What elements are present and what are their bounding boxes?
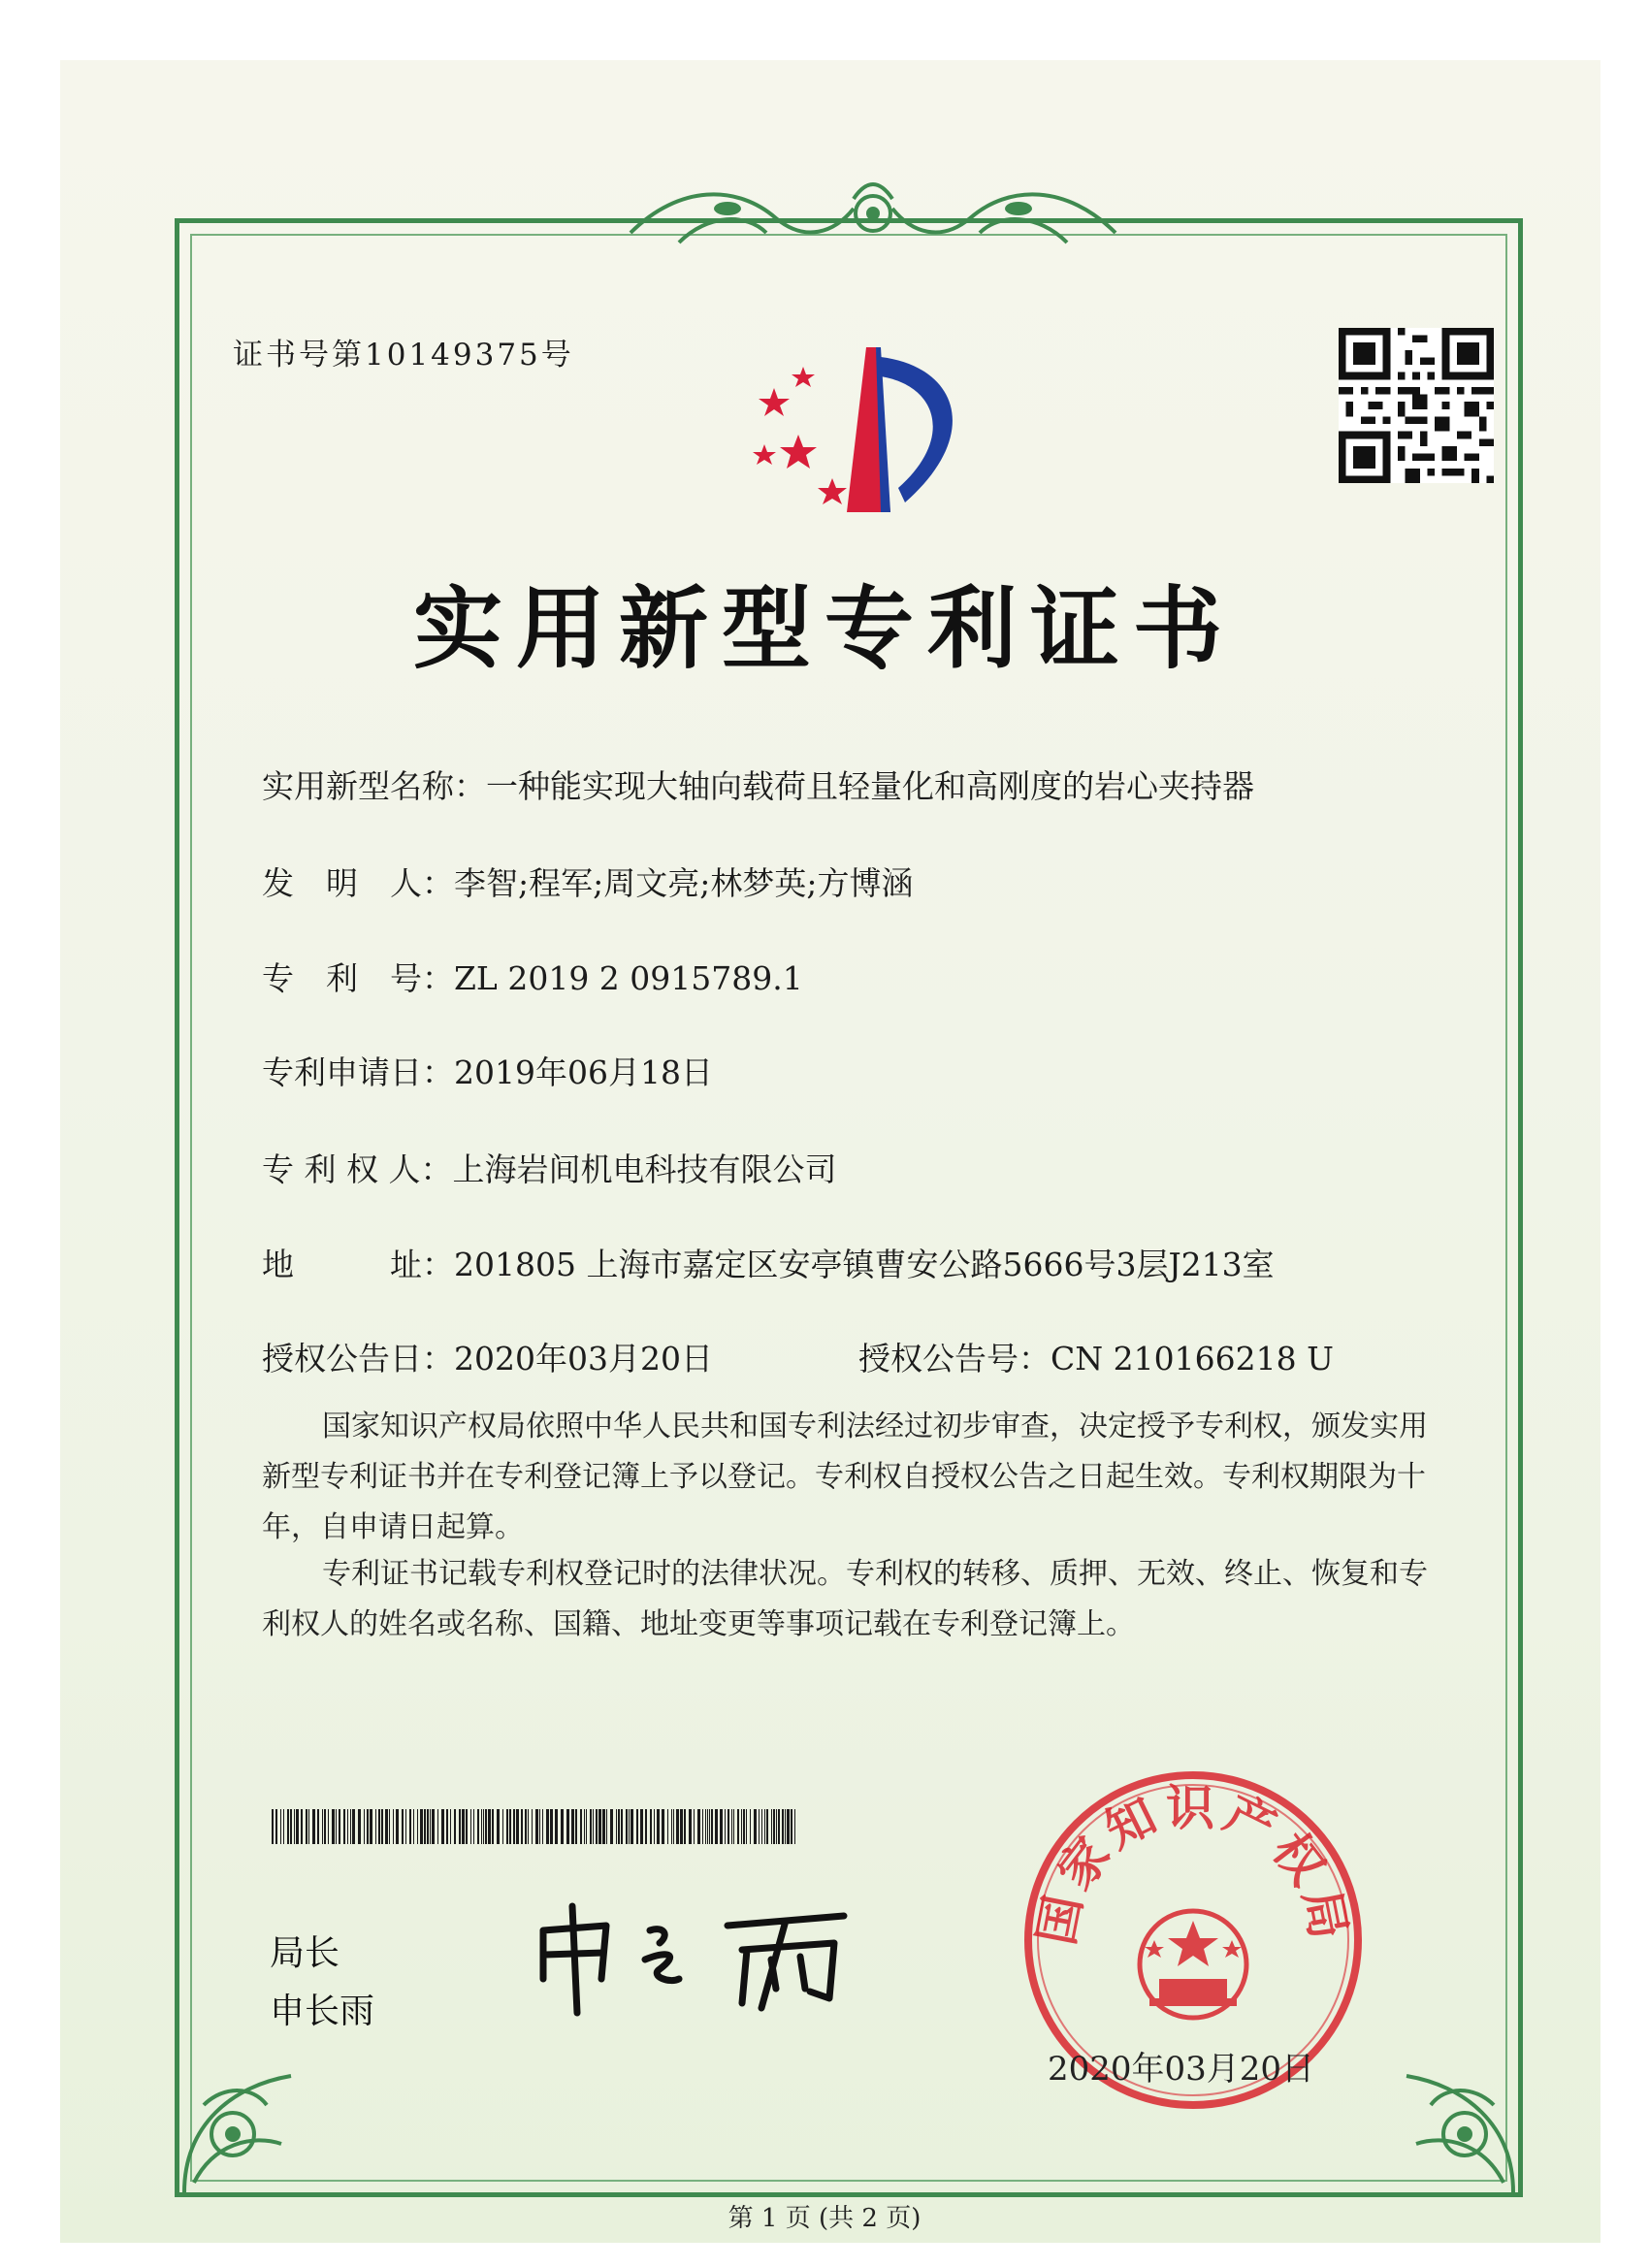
barcode-bar <box>532 1809 533 1844</box>
barcode-bar <box>782 1809 784 1844</box>
barcode-bar <box>650 1809 652 1844</box>
barcode-bar <box>417 1809 418 1844</box>
barcode-bar <box>606 1809 607 1844</box>
barcode-bar <box>367 1809 369 1844</box>
field-label: 地 址： <box>262 1246 454 1283</box>
barcode-bar <box>709 1809 710 1844</box>
barcode-bar <box>328 1809 329 1844</box>
barcode-bar <box>694 1809 695 1844</box>
barcode-bar <box>662 1809 664 1844</box>
barcode-bar <box>773 1809 775 1844</box>
barcode-bar <box>385 1809 388 1844</box>
barcode-bar <box>301 1809 303 1844</box>
barcode-bar <box>516 1809 519 1844</box>
barcode-bar <box>332 1809 335 1844</box>
barcode-bar <box>462 1809 465 1844</box>
barcode-bar <box>705 1809 706 1844</box>
qr-code <box>1339 328 1494 483</box>
bottom-right-corner-ornament <box>1377 2047 1523 2202</box>
barcode-bar <box>483 1809 484 1844</box>
barcode-bar <box>711 1809 713 1844</box>
barcode-bar <box>477 1809 479 1844</box>
barcode-bar <box>610 1809 613 1844</box>
barcode-bar <box>555 1809 558 1844</box>
barcode-bar <box>350 1809 351 1844</box>
barcode-bar <box>290 1809 292 1844</box>
certificate-number: 证书号第10149375号 <box>233 338 574 373</box>
barcode-bar <box>466 1809 468 1844</box>
barcode-bar <box>424 1809 426 1844</box>
barcode-bar <box>402 1809 404 1844</box>
legal-paragraph-1: 国家知识产权局依照中华人民共和国专利法经过初步审查，决定授予专利权，颁发实用新型专利证书并在专利登记簿上予以登记。专利权自授权公告之日起生效。专利权期限为十年，自申请日起算。 <box>262 1409 1428 1544</box>
page-number: 第 1 页 (共 2 页) <box>728 2204 922 2233</box>
barcode-bar <box>684 1809 686 1844</box>
field-utility-model-name <box>262 761 1254 807</box>
barcode-bar <box>413 1809 414 1844</box>
barcode-bar <box>561 1809 564 1844</box>
field-value: 2019年06月18日 <box>454 1053 713 1091</box>
barcode-bar <box>280 1809 281 1844</box>
barcode-bar <box>393 1809 394 1844</box>
barcode-bar <box>707 1809 708 1844</box>
barcode-bar <box>542 1809 543 1844</box>
barcode-bar <box>741 1809 742 1844</box>
barcode-bar <box>746 1809 747 1844</box>
barcode-bar <box>521 1809 523 1844</box>
barcode-bar <box>715 1809 718 1844</box>
barcode-bar <box>566 1809 569 1844</box>
barcode-bar <box>776 1809 777 1844</box>
barcode-bar <box>420 1809 423 1844</box>
barcode-bar <box>430 1809 431 1844</box>
barcode-bar <box>358 1809 361 1844</box>
barcode-bar <box>720 1809 723 1844</box>
field-label: 专 利 权 人： <box>262 1150 453 1188</box>
certificate-title: 实用新型专利证书 <box>412 576 1236 681</box>
barcode-bar <box>454 1809 456 1844</box>
field-filing-date <box>262 1048 713 1093</box>
barcode-bar <box>296 1809 299 1844</box>
barcode-bar <box>759 1809 760 1844</box>
handwritten-signature <box>524 1887 873 2032</box>
barcode-bar <box>618 1809 620 1844</box>
barcode-bar <box>502 1809 503 1844</box>
barcode-bar <box>308 1809 309 1844</box>
barcode-bar <box>317 1809 319 1844</box>
barcode-bar <box>312 1809 315 1844</box>
barcode-bar <box>306 1809 307 1844</box>
barcode-bar <box>287 1809 289 1844</box>
barcode-bar <box>343 1809 345 1844</box>
barcode-bar <box>689 1809 692 1844</box>
barcode-bar <box>645 1809 647 1844</box>
barcode-bar <box>602 1809 605 1844</box>
seal-text: 国家知识产权局 <box>1027 1780 1359 1950</box>
barcode-bar <box>621 1809 623 1844</box>
barcode-bar <box>450 1809 451 1844</box>
barcode-bar <box>626 1809 628 1844</box>
barcode-bar <box>322 1809 323 1844</box>
barcode-bar <box>598 1809 601 1844</box>
bottom-left-corner-ornament <box>175 2047 320 2202</box>
field-label: 发 明 人： <box>262 864 454 902</box>
field-address <box>262 1240 1275 1285</box>
barcode-bar <box>640 1809 643 1844</box>
barcode-bar <box>676 1809 679 1844</box>
barcode-bar <box>657 1809 660 1844</box>
barcode-bar <box>737 1809 739 1844</box>
barcode-bar <box>680 1809 683 1844</box>
field-patentee <box>262 1145 836 1190</box>
field-value: 李智;程军;周文亮;林梦英;方博涵 <box>454 864 914 902</box>
barcode <box>272 1809 795 1844</box>
barcode-bar <box>728 1809 729 1844</box>
field-grant-number <box>858 1334 1334 1379</box>
barcode-bar <box>586 1809 587 1844</box>
barcode-bar <box>506 1809 508 1844</box>
barcode-bar <box>509 1809 511 1844</box>
barcode-bar <box>671 1809 672 1844</box>
field-grant-date <box>262 1334 713 1379</box>
barcode-bar <box>485 1809 487 1844</box>
official-title: 局长 <box>270 1933 340 1973</box>
barcode-bar <box>571 1809 574 1844</box>
barcode-bar <box>731 1809 732 1844</box>
barcode-bar <box>427 1809 429 1844</box>
barcode-bar <box>347 1809 348 1844</box>
barcode-bar <box>446 1809 448 1844</box>
barcode-bar <box>697 1809 700 1844</box>
barcode-bar <box>546 1809 549 1844</box>
barcode-bar <box>596 1809 598 1844</box>
field-value: 一种能实现大轴向载荷且轻量化和高刚度的岩心夹持器 <box>486 767 1254 805</box>
barcode-bar <box>275 1809 277 1844</box>
barcode-bar <box>389 1809 390 1844</box>
barcode-bar <box>580 1809 582 1844</box>
barcode-bar <box>441 1809 444 1844</box>
field-inventors <box>262 859 913 904</box>
barcode-bar <box>629 1809 630 1844</box>
field-label: 专利申请日： <box>262 1053 454 1091</box>
barcode-bar <box>294 1809 295 1844</box>
barcode-bar <box>771 1809 772 1844</box>
barcode-bar <box>352 1809 355 1844</box>
field-value: ZL 2019 2 0915789.1 <box>454 959 803 997</box>
barcode-bar <box>525 1809 527 1844</box>
barcode-bar <box>283 1809 284 1844</box>
barcode-bar <box>725 1809 726 1844</box>
barcode-bar <box>405 1809 406 1844</box>
barcode-bar <box>630 1809 633 1844</box>
barcode-bar <box>584 1809 585 1844</box>
barcode-bar <box>750 1809 751 1844</box>
barcode-bar <box>794 1809 795 1844</box>
barcode-bar <box>785 1809 786 1844</box>
barcode-bar <box>336 1809 337 1844</box>
barcode-bar <box>636 1809 638 1844</box>
barcode-bar <box>470 1809 471 1844</box>
field-label: 专 利 号： <box>262 959 454 997</box>
barcode-bar <box>459 1809 461 1844</box>
barcode-bar <box>381 1809 383 1844</box>
barcode-bar <box>324 1809 326 1844</box>
barcode-bar <box>535 1809 538 1844</box>
field-value: CN 210166218 U <box>1051 1340 1334 1377</box>
barcode-bar <box>575 1809 577 1844</box>
barcode-bar <box>409 1809 411 1844</box>
barcode-bar <box>488 1809 491 1844</box>
field-value: 上海岩间机电科技有限公司 <box>452 1150 837 1188</box>
barcode-bar <box>743 1809 745 1844</box>
barcode-bar <box>791 1809 792 1844</box>
barcode-bar <box>754 1809 757 1844</box>
barcode-bar <box>550 1809 553 1844</box>
field-label: 实用新型名称： <box>262 767 486 805</box>
barcode-bar <box>364 1809 365 1844</box>
cnipa-emblem-icon <box>745 328 987 517</box>
barcode-bar <box>590 1809 592 1844</box>
barcode-bar <box>673 1809 674 1844</box>
official-name: 申长雨 <box>270 1992 375 2031</box>
barcode-bar <box>370 1809 372 1844</box>
barcode-bar <box>778 1809 780 1844</box>
barcode-bar <box>766 1809 768 1844</box>
barcode-bar <box>787 1809 790 1844</box>
barcode-bar <box>616 1809 617 1844</box>
barcode-bar <box>764 1809 765 1844</box>
barcode-bar <box>733 1809 734 1844</box>
barcode-bar <box>481 1809 482 1844</box>
barcode-bar <box>539 1809 540 1844</box>
barcode-bar <box>667 1809 668 1844</box>
barcode-bar <box>513 1809 515 1844</box>
barcode-bar <box>497 1809 500 1844</box>
barcode-bar <box>473 1809 474 1844</box>
field-label: 授权公告日： <box>262 1340 454 1377</box>
barcode-bar <box>761 1809 762 1844</box>
barcode-bar <box>432 1809 435 1844</box>
barcode-bar <box>437 1809 438 1844</box>
field-label: 授权公告号： <box>858 1340 1051 1377</box>
barcode-bar <box>378 1809 380 1844</box>
legal-paragraph-2: 专利证书记载专利权登记时的法律状况。专利权的转移、质押、无效、终止、恢复和专利权人的姓名或名称、国籍、地址变更等事项记载在专利登记簿上。 <box>262 1557 1428 1641</box>
field-patent-number <box>262 954 803 999</box>
barcode-bar <box>492 1809 494 1844</box>
barcode-bar <box>593 1809 594 1844</box>
barcode-bar <box>339 1809 340 1844</box>
field-value: 201805 上海市嘉定区安亭镇曹安公路5666号3层J213室 <box>454 1246 1275 1283</box>
barcode-bar <box>375 1809 376 1844</box>
barcode-bar <box>528 1809 529 1844</box>
barcode-bar <box>396 1809 399 1844</box>
barcode-bar <box>272 1809 274 1844</box>
barcode-bar <box>654 1809 655 1844</box>
field-value: 2020年03月20日 <box>454 1340 713 1377</box>
seal-date: 2020年03月20日 <box>1048 2050 1315 2089</box>
top-ornament <box>621 175 1125 262</box>
barcode-bar <box>702 1809 703 1844</box>
